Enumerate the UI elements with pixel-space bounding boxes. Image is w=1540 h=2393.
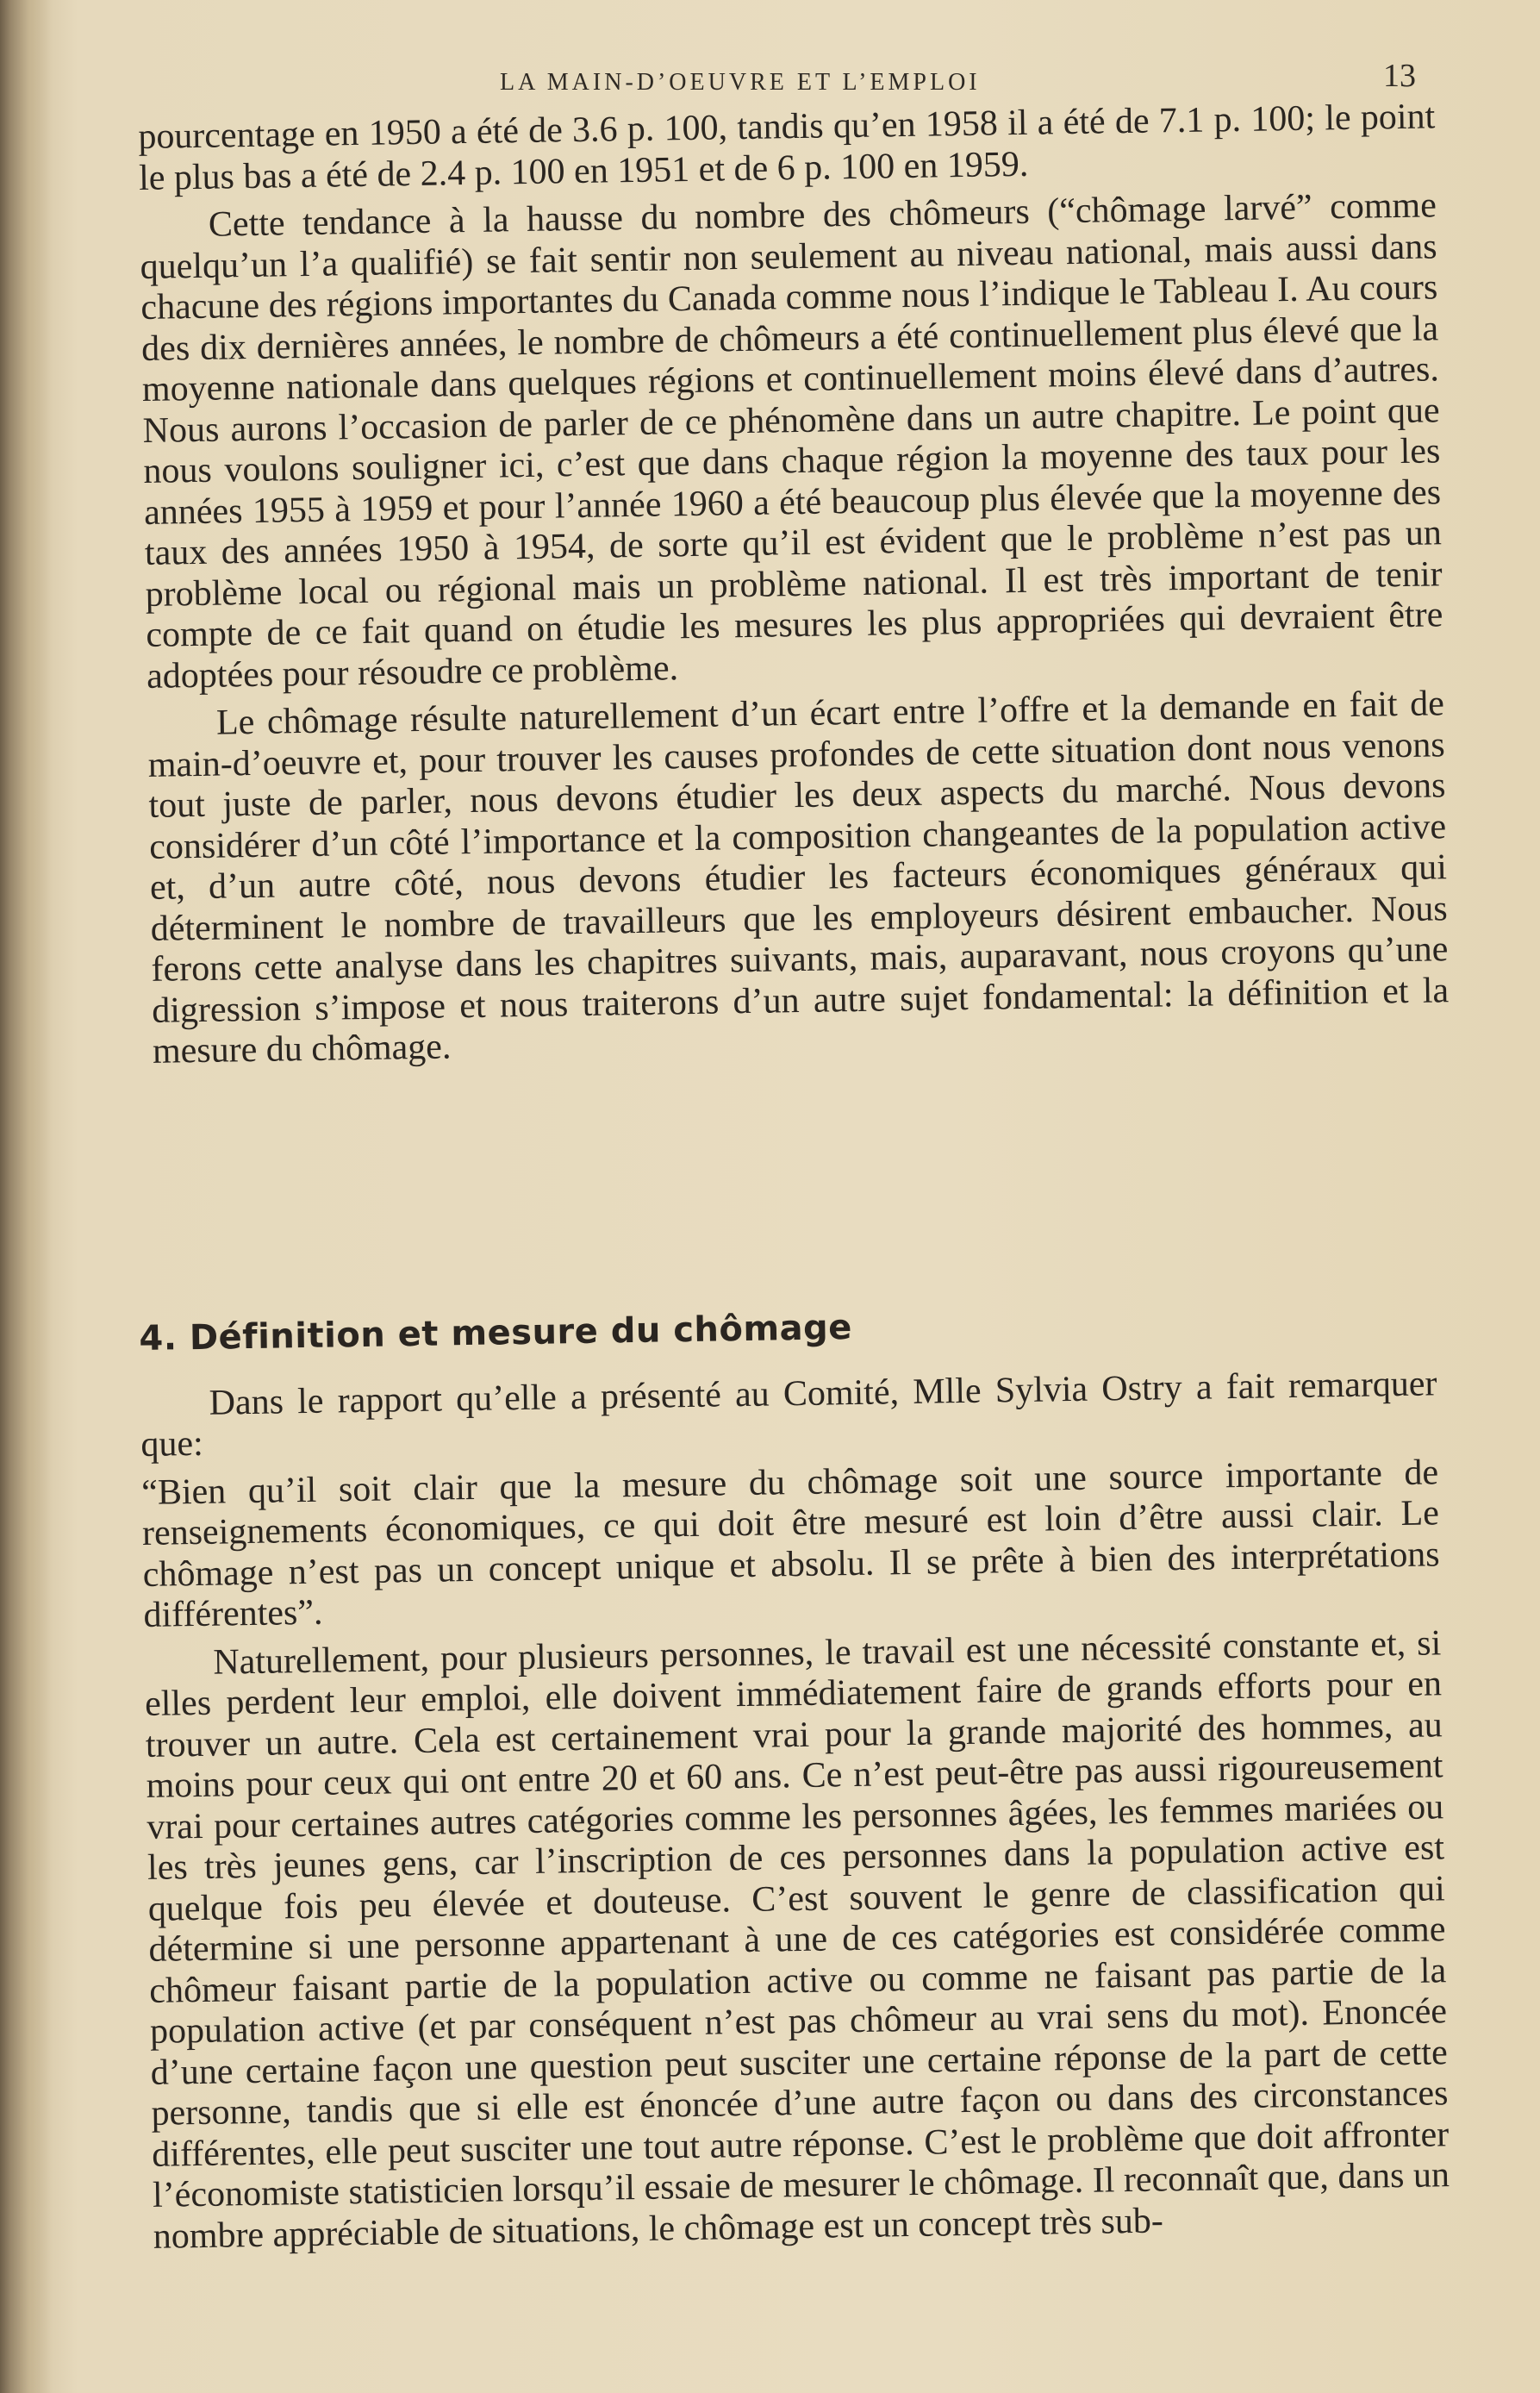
paragraph-continuation: pourcentage en 1950 a été de 3.6 p. 100, tandis qu’en 1958 il a été de 7.1 p. 100; le point le plus bas a été de 2.4 p. 100 en 1951 et de 6 p. 100 en 1959. [138, 97, 1436, 198]
running-head: LA MAIN-D’OEUVRE ET L’EMPLOI [500, 69, 981, 96]
paragraph-intro: Dans le rapport qu’elle a présenté au Comité, Mlle Sylvia Ostry a fait remarquer que: [140, 1363, 1437, 1465]
paragraph-naturellement: Naturellement, pour plusieurs personnes, le travail est une nécessité constante et, si elles perdent leur emploi, elle doivent immédiatement faire de grands efforts pour en trouver un autre. Cela est certainement vrai pour la grande majorité des hommes, au moins pour ceux qui ont entre 20 et 60 ans. Ce n’est peut-être pas aussi rigoureusement vrai pour certaines autres catégories comme les personnes âgées, les femmes mariées ou les très jeunes gens, car l’inscription de ces personnes dans la population active est quelque fois peu élevée et douteuse. C’est souvent le genre de classification qui détermine si une personne appartenant à une de ces catégories est considérée comme chômeur faisant partie de la population active ou comme ne faisant pas partie de la population active (et par conséquent n’est pas chômeur au vrai sens du mot). Enoncée d’une certaine façon une question peut susciter une certaine réponse de la part de cette personne, tandis que si elle est énoncée d’une autre façon ou dans des circonstances différentes, elle peut susciter une tout autre réponse. C’est le problème que doit affronter l’économiste statisticien lorsqu’il essaie de mesurer le chômage. Il reconnaît que, dans un nombre appréciable de situations, le chômage est un concept très sub- [144, 1622, 1450, 2257]
paragraph-unemployment-trend: Cette tendance à la hausse du nombre des chômeurs (“chômage larvé” comme quelqu’un l’a qualifié) se fait sentir non seulement au niveau national, mais aussi dans chacune des régions importantes du Canada comme nous l’indique le Tableau I. Au cours des dix dernières années, le nombre de chômeurs a été continuellement plus élevé que la moyenne nationale dans quelques régions et continuellement moins élevé dans d’autres. Nous aurons l’occasion de parler de ce phénomène dans un autre chapitre. Le point que nous voulons souligner ici, c’est que dans chaque région la moyenne des taux pour les années 1955 à 1959 et pour l’année 1960 a été beaucoup plus élevée que la moyenne des taux des années 1950 à 1954, de sorte qu’il est évident que le problème n’est pas un problème local ou régional mais un problème national. Il est très important de tenir compte de ce fait quand on étudie les mesures les plus appropriées qui devraient être adoptées pour résoudre ce problème. [140, 185, 1443, 697]
section-definition [138, 1238, 1450, 2264]
section-heading: 4. Définition et mesure du chômage [139, 1307, 853, 1359]
paragraph-supply-demand: Le chômage résulte naturellement d’un écart entre l’offre et la demande en fait de main-d’oeuvre et, pour trouver les causes profondes de cette situation dont nous venons tout juste de parler, nous devons étudier les deux aspects du marché. Nous devons considérer d’un côté l’importance et la composition changeantes de la population active et, d’un autre côté, nous devons étudier les facteurs économiques généraux qui déterminent le nombre de travailleurs que les employeurs désirent embaucher. Nous ferons cette analyse dans les chapitres suivants, mais, auparavant, nous croyons qu’une digression s’impose et nous traiterons d’un autre sujet fondamental: la définition et la mesure du chômage. [147, 684, 1450, 1072]
body-text [138, 97, 1450, 1079]
page-number: 13 [1383, 58, 1416, 94]
block-quote: “Bien qu’il soit clair que la mesure du chômage soit une source importante de renseignements économiques, ce qui doit être mesuré est loin d’être aussi clair. Le chômage n’est pas un concept unique et absolu. Il se prête à bien des interprétations différentes”. [140, 1452, 1440, 1635]
page-binding-shadow [0, 0, 52, 2393]
